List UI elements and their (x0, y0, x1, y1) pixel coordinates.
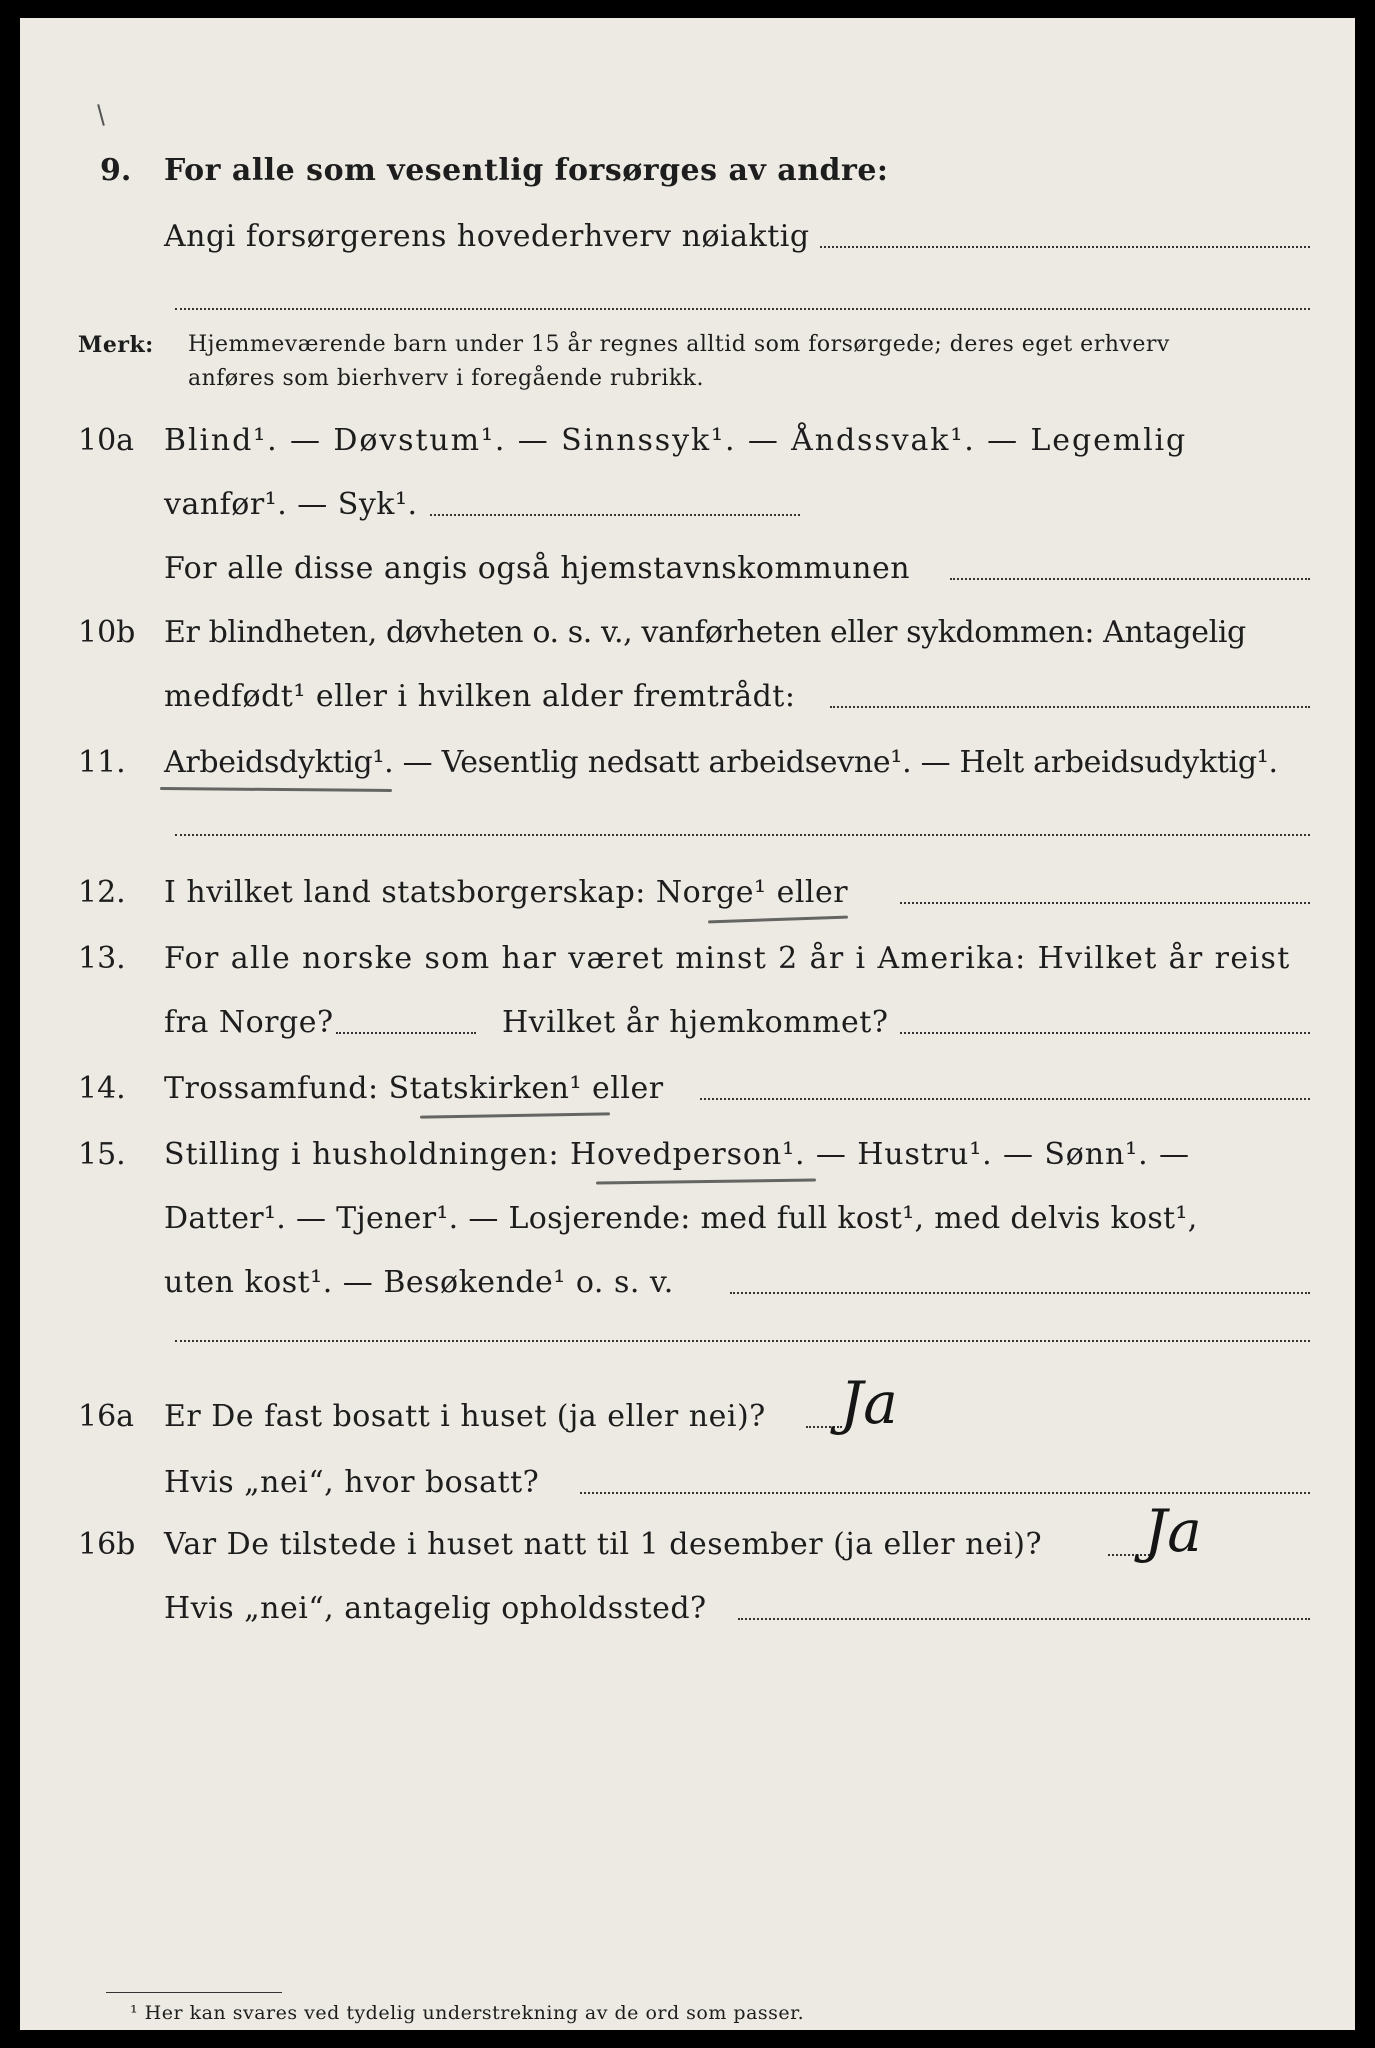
q14-number: 14. (78, 1071, 126, 1106)
q14-text: Trossamfund: Statskirken¹ eller (164, 1071, 664, 1106)
q9-answer-line-2[interactable] (175, 308, 1310, 310)
q15-text: Stilling i husholdningen: Hovedperson¹. — Hustru¹. — Sønn¹. — (164, 1137, 1190, 1172)
q10a-answer-line-2[interactable] (950, 578, 1310, 580)
q9-text: For alle som vesentlig forsørges av andre: (164, 153, 889, 188)
q10b-text: Er blindheten, døvheten o. s. v., vanførheten eller sykdommen: Antagelig (164, 615, 1246, 650)
q13-text: For alle norske som har været minst 2 år i Amerika: Hvilket år reist (164, 941, 1291, 976)
note-label: Merk: (78, 332, 154, 358)
underline-statskirken (420, 1112, 610, 1118)
q10b-answer-line[interactable] (830, 706, 1310, 708)
q11-answer-line[interactable] (175, 834, 1310, 836)
q12-text: I hvilket land statsborgerskap: Norge¹ eller (164, 875, 849, 910)
form-page (20, 18, 1355, 2030)
q16a-text-2: Hvis „nei“, hvor bosatt? (164, 1465, 540, 1500)
q16b-handwritten-answer: Ja (1144, 1497, 1202, 1565)
q15-number: 15. (78, 1137, 126, 1172)
q16a-answer-line-2[interactable] (580, 1492, 1310, 1494)
q9-number: 9. (100, 153, 132, 188)
q16a-text: Er De fast bosatt i huset (ja eller nei)? (164, 1399, 766, 1434)
underline-norge (708, 916, 848, 924)
q13-text-2a: fra Norge? (164, 1005, 334, 1040)
underline-arbeidsdyktig (160, 787, 392, 792)
q10a-answer-line[interactable] (430, 514, 800, 516)
q11-text: Arbeidsdyktig¹. — Vesentlig nedsatt arbeidsevne¹. — Helt arbeidsudyktig¹. (164, 745, 1278, 780)
q15-text-2: Datter¹. — Tjener¹. — Losjerende: med full kost¹, med delvis kost¹, (164, 1201, 1198, 1236)
footnote-text: ¹ Her kan svares ved tydelig understrekning av de ord som passer. (130, 2002, 805, 2024)
q10a-text-2: vanfør¹. — Syk¹. (164, 487, 418, 522)
q10b-number: 10b (78, 615, 136, 650)
q14-answer-line[interactable] (700, 1098, 1310, 1100)
pen-mark (97, 104, 105, 126)
q16a-handwritten-answer: Ja (840, 1369, 898, 1437)
q16b-text-2: Hvis „nei“, antagelig opholdssted? (164, 1591, 707, 1626)
q16a-answer-line[interactable] (806, 1426, 842, 1428)
q16b-answer-line-2[interactable] (738, 1618, 1310, 1620)
q12-answer-line[interactable] (900, 902, 1310, 904)
q10b-text-2: medfødt¹ eller i hvilken alder fremtrådt: (164, 679, 796, 714)
q13-text-2b: Hvilket år hjemkommet? (502, 1005, 889, 1040)
q15-answer-line[interactable] (730, 1292, 1310, 1294)
q9-answer-line[interactable] (820, 246, 1310, 248)
footnote-rule (106, 1992, 282, 1993)
q12-number: 12. (78, 875, 126, 910)
q16a-number: 16a (78, 1399, 135, 1434)
q10a-text-3: For alle disse angis også hjemstavnskommunen (164, 551, 911, 586)
q11-number: 11. (78, 745, 126, 780)
note-text: Hjemmeværende barn under 15 år regnes alltid som forsørgede; deres eget erhverv (188, 332, 1170, 357)
q10a-text: Blind¹. — Døvstum¹. — Sinnssyk¹. — Åndssvak¹. — Legemlig (164, 423, 1188, 458)
q16b-number: 16b (78, 1527, 136, 1562)
underline-hovedperson (596, 1178, 816, 1184)
q13-year-left-line[interactable] (336, 1032, 476, 1034)
q15-text-3: uten kost¹. — Besøkende¹ o. s. v. (164, 1265, 674, 1300)
q15-answer-line-2[interactable] (175, 1340, 1310, 1342)
q16b-text: Var De tilstede i huset natt til 1 desember (ja eller nei)? (164, 1527, 1043, 1562)
q13-number: 13. (78, 941, 126, 976)
q13-year-returned-line[interactable] (900, 1032, 1310, 1034)
note-text-2: anføres som bierhverv i foregående rubrikk. (188, 366, 705, 391)
q10a-number: 10a (78, 423, 135, 458)
q9-text-2: Angi forsørgerens hovederhverv nøiaktig (164, 219, 810, 254)
